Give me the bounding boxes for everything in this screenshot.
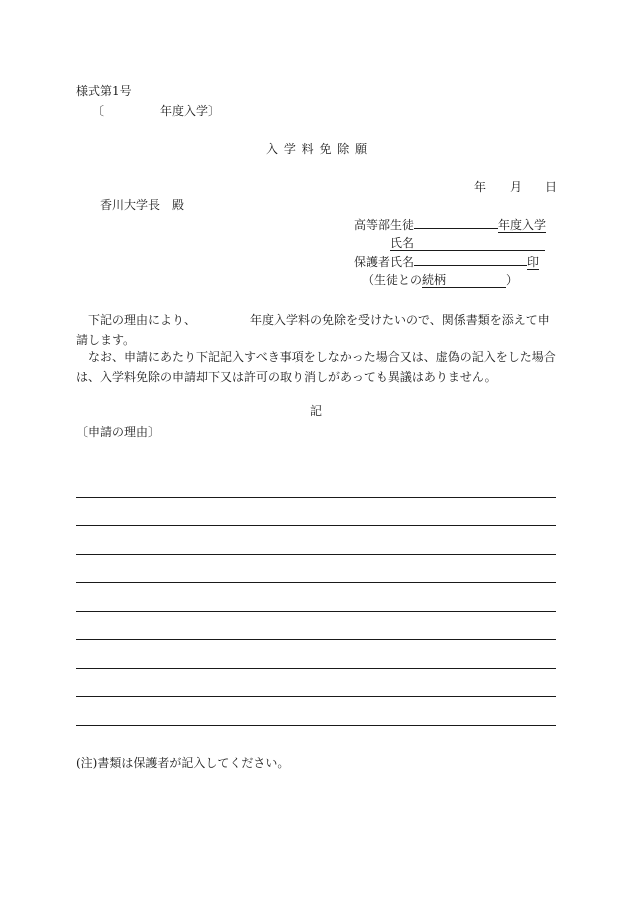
student-prefix: 高等部生徒: [354, 218, 415, 232]
name-line: [390, 236, 545, 251]
reason-label: 〔申請の理由〕: [76, 425, 161, 439]
relation-field[interactable]: [422, 273, 506, 288]
paragraph-request-part2: 年度入学料の免除を受けたいので、関係書類を添えて申請します。: [76, 313, 550, 347]
date-day-label: 日: [545, 180, 558, 194]
date-year-label: 年: [474, 180, 487, 194]
student-suffix: 年度入学: [498, 218, 547, 232]
relation-label: 続柄: [422, 273, 447, 287]
relation-prefix: （生徒との: [362, 273, 423, 287]
name-label: 氏名: [390, 236, 415, 250]
relation-line: [362, 273, 518, 288]
reason-line[interactable]: [76, 668, 556, 669]
reason-line[interactable]: [76, 725, 556, 726]
addressee: 香川大学長 殿: [100, 198, 185, 212]
reason-line[interactable]: [76, 525, 556, 526]
relation-suffix: ）: [506, 273, 519, 287]
guardian-line: [354, 255, 539, 270]
reason-line[interactable]: [76, 582, 556, 583]
seal-mark: 印: [527, 255, 540, 269]
footnote: (注)書類は保護者が記入してください。: [76, 756, 290, 770]
reason-line[interactable]: [76, 497, 556, 498]
reason-line[interactable]: [76, 554, 556, 555]
form-number: 様式第1号: [76, 84, 132, 98]
bracket-open: 〔: [92, 104, 105, 118]
date-month-label: 月: [510, 180, 523, 194]
paragraph-request-part1: 下記の理由により、: [88, 313, 197, 327]
paragraph-request: [76, 310, 556, 350]
reason-line[interactable]: [76, 611, 556, 612]
name-field[interactable]: [390, 236, 545, 251]
guardian-label: 保護者氏名: [354, 255, 415, 269]
document-title: 入 学 料 免 除 願: [266, 142, 369, 156]
reason-line[interactable]: [76, 639, 556, 640]
reason-line[interactable]: [76, 696, 556, 697]
guardian-name-field[interactable]: [414, 265, 527, 266]
student-year-field[interactable]: [414, 228, 498, 229]
paragraph-declaration: なお、申請にあたり下記記入すべき事項をしなかった場合又は、虚偽の記入をした場合は、入学料免除の申請却下又は許可の取り消しがあっても異議はありません。: [76, 350, 556, 384]
section-heading: 記: [310, 404, 323, 418]
year-entry-label: 年度入学〕: [160, 104, 221, 118]
student-line: [354, 218, 546, 233]
